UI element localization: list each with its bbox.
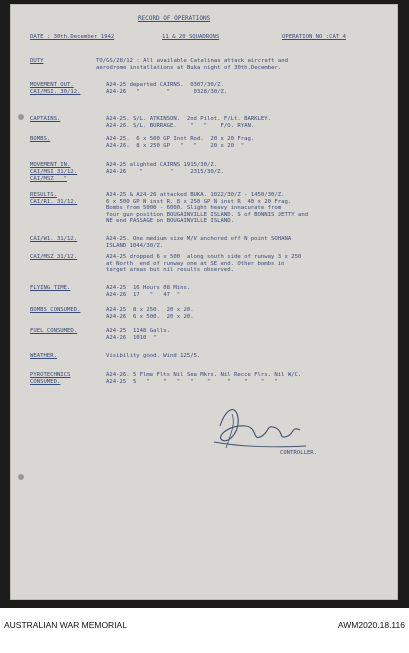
section-line: A24-25. 6 x 500 GP Inst Rod. 20 x 20 Frag. bbox=[106, 136, 255, 142]
section-line: A24-25 16 Hours 08 Mins. bbox=[106, 285, 191, 291]
archive-name: AUSTRALIAN WAR MEMORIAL bbox=[4, 620, 127, 630]
section-line: Bombs from 5000 - 6000. Slight heavy innacurate from bbox=[106, 205, 282, 212]
section-label: RESULTS. bbox=[30, 192, 57, 198]
section-line: NE end PASSAGE on BOUGAINVILLE ISLAND. bbox=[106, 218, 234, 225]
section-line: A24-25 5 " " " " " " " " " bbox=[106, 378, 278, 385]
section-line: target areas but nil results observed. bbox=[106, 267, 234, 274]
section-label: CAI/W1. 31/12. bbox=[30, 236, 78, 242]
section-line: four gun position BOUGAINVILLE ISLAND. S of BONNIS JETTY and bbox=[106, 211, 309, 218]
section-line: A24-26 6 x 500. 20 x 20. bbox=[106, 313, 194, 320]
squadron-line: 11 & 20 SQUADRONS bbox=[162, 34, 220, 40]
section-line: A24-26. 5 Flme Flts Nil Sea Mkrs. Nil Recce Flrs. Nil W/C. bbox=[106, 372, 302, 378]
document-page bbox=[10, 4, 398, 600]
section-line: ISLAND 1044/30/Z. bbox=[106, 242, 164, 249]
section-line: A24-25 alighted CAIRNS 1915/30/Z. bbox=[106, 162, 218, 168]
document-header: RECORD OF OPERATIONS bbox=[138, 15, 211, 22]
section-line: at North end of runway one at SE end. Other bombs in bbox=[106, 260, 285, 267]
section-line: A24-25 & A24-26 attacked BUKA. 1022/30/Z - 1450/30/Z. bbox=[106, 192, 285, 198]
section-sublabel: CAI/R1. 31/12. bbox=[30, 199, 78, 205]
archive-footer bbox=[0, 608, 409, 653]
section-line: A24-26 " " 0328/30/Z. bbox=[106, 88, 228, 95]
section-label: FLYING TIME. bbox=[30, 285, 71, 291]
duty-line-1: TO/GS/28/12 : All available Catalinas attack aircraft and bbox=[96, 58, 288, 64]
section-line: A24-25 departed CAIRNS. 0307/30/Z. bbox=[106, 82, 224, 88]
section-label: MOVEMENT OUT. bbox=[30, 82, 74, 88]
operation-sections bbox=[10, 4, 398, 600]
section-label: WEATHER. bbox=[30, 353, 57, 359]
section-line: A24-25 dropped 6 x 500 along south side of runway 3 x 250 bbox=[106, 254, 302, 260]
section-line: A24-26 " " 2315/30/Z. bbox=[106, 168, 224, 175]
section-line: A24-26. S/L. BURRAGE. " " F/O. RYAN. bbox=[106, 122, 255, 129]
section-label: FUEL CONSUMED. bbox=[30, 328, 78, 334]
section-line: 6 x 500 GP N inst R. 8 x 250 GP N inst R 40 x 20 Frag. bbox=[106, 198, 292, 205]
section-sublabel: CAI/MSI 31/12. CAI/MSZ " bbox=[30, 169, 78, 182]
date-line: DATE : 30th.December 1942 bbox=[30, 34, 115, 40]
operation-number: OPERATION NO :CAT 4 bbox=[282, 34, 346, 40]
section-line: A24-25 8 x 250. 20 x 20. bbox=[106, 307, 194, 313]
controller-label: CONTROLLER. bbox=[280, 450, 318, 456]
section-line: A24-25 1148 Galls. bbox=[106, 328, 170, 334]
section-sublabel: CAI/MSI. 30/12. bbox=[30, 89, 81, 95]
section-sublabel: CONSUMED. bbox=[30, 379, 61, 385]
archive-accession-number: AWM2020.18.116 bbox=[337, 620, 405, 630]
section-label: PYROTECHNICS bbox=[30, 372, 71, 378]
section-line: A24-26. 8 x 250 GP " " 20 x 20 " bbox=[106, 142, 245, 149]
section-line: A24-26 1010 " bbox=[106, 334, 157, 341]
section-label: BOMBS. bbox=[30, 136, 51, 142]
controller-signature bbox=[206, 396, 318, 458]
section-line: A24-25. S/L. ATKINSON. 2nd Pilot. F/Lt. BARKLEY. bbox=[106, 116, 272, 122]
duty-label: DUTY bbox=[30, 58, 44, 64]
section-line: A24-25. One medium size M/V anchored off N point SOHANA bbox=[106, 236, 292, 242]
section-line: Visibility good. Wind 125/5. bbox=[106, 353, 201, 359]
section-label: CAI/MSZ 31/12. bbox=[30, 254, 78, 260]
section-label: CAPTAINS. bbox=[30, 116, 61, 122]
section-line: A24-26 17 " 47 " bbox=[106, 291, 181, 298]
section-label: BOMBS CONSUMED. bbox=[30, 307, 81, 313]
section-label: MOVEMENT IN. bbox=[30, 162, 71, 168]
duty-line-2: aerodrome installations at Buka night of 30th.December. bbox=[96, 65, 282, 71]
